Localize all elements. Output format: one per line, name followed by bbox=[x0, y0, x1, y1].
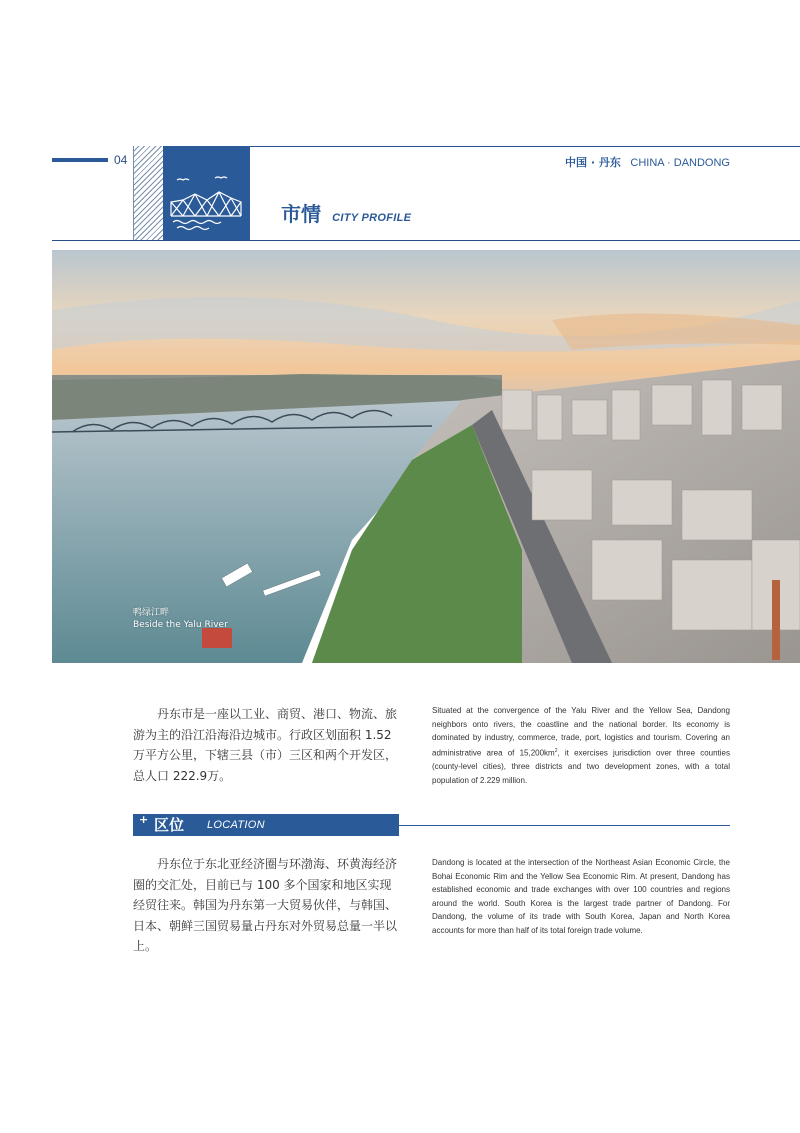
profile-text-en bbox=[432, 704, 730, 787]
profile-text-cn: 丹东市是一座以工业、商贸、港口、物流、旅游为主的沿江沿海沿边城市。行政区划面积 1.52 万平方公里，下辖三县（市）三区和两个开发区，总人口 222.9万。 bbox=[133, 707, 398, 783]
photo-caption bbox=[133, 607, 228, 631]
hatch-decoration bbox=[133, 146, 163, 241]
seagull-icon bbox=[215, 177, 227, 178]
location-text-cn: 丹东位于东北亚经济圈与环渤海、环黄海经济圈的交汇处，目前已与 100 多个国家和地区实现经贸往来。韩国为丹东第一大贸易伙伴，与韩国、日本、朝鲜三国贸易量占丹东对外贸易总量一半以上。 bbox=[133, 857, 398, 953]
section-title-en: CITY PROFILE bbox=[332, 212, 412, 224]
location-text-en: Dandong is located at the intersection of the Northeast Asian Economic Circle, the Bohai Economic Rim and the Yellow Sea Economic Rim. At present, Dandong has established economic and trade exchanges with over 100 countries and regions around the world. South Korea is the largest trade partner of Dandong. For Dandong, the volume of its trade with South Korea, Japan and North Korea accounts for more than half of its total foreign trade volume. bbox=[432, 858, 730, 935]
location-title-cn: 区位 bbox=[154, 816, 185, 834]
profile-text-en-part2: , it exercises jurisdiction over three counties (county-level cities), three districts and two development zones, with a total population of 2.229 million. bbox=[432, 748, 730, 785]
location-plus-icon: + bbox=[139, 813, 149, 826]
running-head bbox=[565, 154, 730, 170]
page-number: 04 bbox=[114, 153, 128, 167]
section-title-cn: 市情 bbox=[281, 202, 321, 226]
profile-text-en-sup: 2 bbox=[554, 747, 558, 754]
location-rule bbox=[399, 825, 730, 826]
bridge-emblem bbox=[163, 146, 250, 241]
photo-caption-en: Beside the Yalu River bbox=[133, 620, 228, 630]
photo-caption-cn: 鸭绿江畔 bbox=[133, 608, 170, 618]
section-title bbox=[281, 198, 411, 227]
seagull-icon bbox=[177, 179, 189, 180]
running-head-en: CHINA · DANDONG bbox=[630, 157, 730, 169]
city-photo bbox=[52, 250, 800, 663]
running-head-cn: 中国 · 丹东 bbox=[565, 156, 621, 169]
location-title-en: LOCATION bbox=[207, 819, 265, 831]
header-rule-top bbox=[250, 146, 800, 147]
profile-text-en-part1: Situated at the convergence of the Yalu River and the Yellow Sea, Dandong neighbors onto rivers, the coastline and the national border. Its economy is dominated by industry, commerce, trade, port, logistics and tourism. Covering an administrative area of 15,200km bbox=[432, 706, 730, 758]
bridge-icon bbox=[163, 146, 250, 241]
page-number-bar bbox=[52, 158, 108, 162]
header-rule-bottom bbox=[52, 240, 800, 241]
